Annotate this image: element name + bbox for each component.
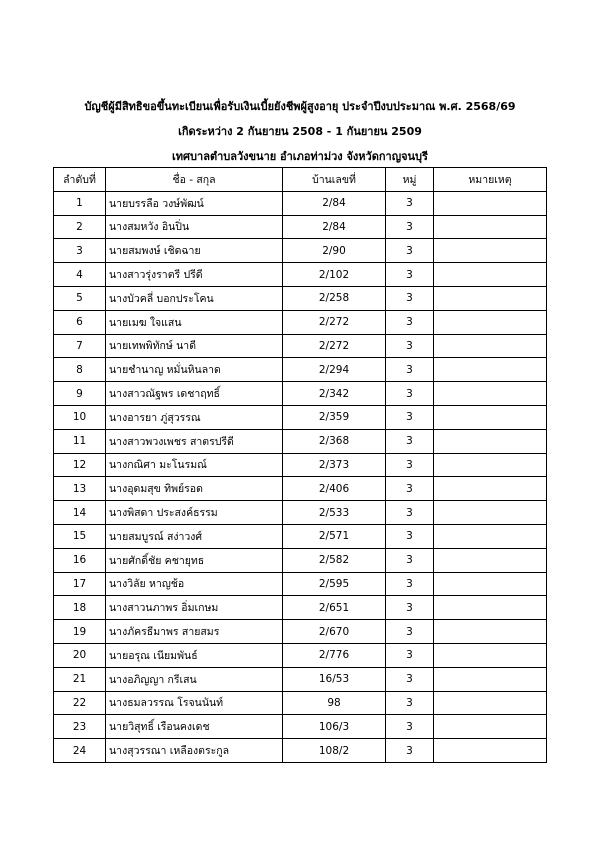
cell-name: นางอภิญญา กรีเสน <box>106 667 283 691</box>
cell-house: 2/670 <box>283 620 386 644</box>
cell-name: นางสมหวัง อินปิ่น <box>106 215 283 239</box>
cell-moo: 3 <box>386 643 434 667</box>
cell-moo: 3 <box>386 286 434 310</box>
cell-remark <box>434 358 547 382</box>
cell-remark <box>434 286 547 310</box>
cell-remark <box>434 310 547 334</box>
table-row <box>54 477 547 501</box>
cell-house: 2/84 <box>283 215 386 239</box>
cell-name: นางอุดมสุข ทิพย์รอด <box>106 477 283 501</box>
cell-house: 2/406 <box>283 477 386 501</box>
header-row <box>54 168 547 192</box>
cell-remark <box>434 620 547 644</box>
cell-house: 2/294 <box>283 358 386 382</box>
table-row <box>54 405 547 429</box>
cell-house: 16/53 <box>283 667 386 691</box>
cell-moo: 3 <box>386 739 434 763</box>
cell-moo: 3 <box>386 382 434 406</box>
cell-house: 2/102 <box>283 263 386 287</box>
cell-remark <box>434 382 547 406</box>
table-row <box>54 548 547 572</box>
cell-name: นางกณิศา มะโนรมณ์ <box>106 453 283 477</box>
cell-moo: 3 <box>386 596 434 620</box>
table-row <box>54 739 547 763</box>
cell-no: 8 <box>54 358 106 382</box>
cell-name: นางสาวณัฐพร เดชาฤทธิ์ <box>106 382 283 406</box>
roster-table <box>53 167 547 763</box>
cell-moo: 3 <box>386 263 434 287</box>
cell-moo: 3 <box>386 667 434 691</box>
cell-remark <box>434 572 547 596</box>
cell-moo: 3 <box>386 334 434 358</box>
cell-no: 16 <box>54 548 106 572</box>
cell-moo: 3 <box>386 691 434 715</box>
cell-name: นางภัครธีมาพร สายสมร <box>106 620 283 644</box>
cell-house: 98 <box>283 691 386 715</box>
cell-name: นางพิสดา ประสงค์ธรรม <box>106 501 283 525</box>
cell-name: นายวิสุทธิ์ เรือนคงเดช <box>106 715 283 739</box>
cell-moo: 3 <box>386 358 434 382</box>
cell-name: นางสาวรุ่งราตรี ปรีดี <box>106 263 283 287</box>
cell-remark <box>434 263 547 287</box>
cell-name: นางธมลวรรณ โรจนนันท์ <box>106 691 283 715</box>
cell-remark <box>434 239 547 263</box>
cell-house: 2/359 <box>283 405 386 429</box>
cell-name: นายสมบูรณ์ สง่าวงศ์ <box>106 524 283 548</box>
table-row <box>54 310 547 334</box>
cell-house: 2/368 <box>283 429 386 453</box>
cell-moo: 3 <box>386 191 434 215</box>
cell-moo: 3 <box>386 405 434 429</box>
table-row <box>54 382 547 406</box>
cell-name: นายศักดิ์ชัย คชายุทธ <box>106 548 283 572</box>
cell-remark <box>434 477 547 501</box>
cell-house: 2/533 <box>283 501 386 525</box>
cell-moo: 3 <box>386 453 434 477</box>
cell-name: นางวิลัย หาญช้อ <box>106 572 283 596</box>
cell-house: 2/651 <box>283 596 386 620</box>
cell-moo: 3 <box>386 239 434 263</box>
cell-remark <box>434 596 547 620</box>
cell-no: 9 <box>54 382 106 406</box>
cell-remark <box>434 667 547 691</box>
table-row <box>54 334 547 358</box>
header-name: ชื่อ - สกุล <box>106 168 283 192</box>
cell-no: 3 <box>54 239 106 263</box>
cell-name: นายอรุณ เนียมพันธ์ <box>106 643 283 667</box>
cell-moo: 3 <box>386 477 434 501</box>
cell-remark <box>434 739 547 763</box>
cell-moo: 3 <box>386 215 434 239</box>
cell-house: 106/3 <box>283 715 386 739</box>
table-row <box>54 596 547 620</box>
cell-name: นางสาวนภาพร อิ่มเกษม <box>106 596 283 620</box>
table-row <box>54 215 547 239</box>
cell-no: 7 <box>54 334 106 358</box>
cell-name: นายชำนาญ หมั่นหินลาด <box>106 358 283 382</box>
cell-no: 23 <box>54 715 106 739</box>
cell-name: นางสุวรรณา เหลืองตระกูล <box>106 739 283 763</box>
cell-house: 2/582 <box>283 548 386 572</box>
table-row <box>54 286 547 310</box>
cell-house: 2/84 <box>283 191 386 215</box>
table-row <box>54 572 547 596</box>
cell-no: 5 <box>54 286 106 310</box>
document-title: บัญชีผู้มีสิทธิขอขึ้นทะเบียนเพื่อรับเงินเบี้ยยังชีพผู้สูงอายุ ประจำปีงบประมาณ พ.ศ. 2568/69 <box>84 100 516 113</box>
cell-name: นายเมฆ ใจแสน <box>106 310 283 334</box>
cell-no: 6 <box>54 310 106 334</box>
cell-house: 108/2 <box>283 739 386 763</box>
cell-no: 22 <box>54 691 106 715</box>
cell-house: 2/571 <box>283 524 386 548</box>
header-no: ลำดับที่ <box>54 168 106 192</box>
cell-remark <box>434 501 547 525</box>
cell-no: 18 <box>54 596 106 620</box>
cell-moo: 3 <box>386 572 434 596</box>
cell-house: 2/373 <box>283 453 386 477</box>
cell-name: นายเทพพิทักษ์ นาดี <box>106 334 283 358</box>
cell-remark <box>434 405 547 429</box>
table-row <box>54 453 547 477</box>
cell-remark <box>434 643 547 667</box>
cell-house: 2/272 <box>283 310 386 334</box>
table-row <box>54 501 547 525</box>
cell-remark <box>434 334 547 358</box>
table-row <box>54 429 547 453</box>
cell-no: 10 <box>54 405 106 429</box>
cell-moo: 3 <box>386 548 434 572</box>
table-row <box>54 691 547 715</box>
table-row <box>54 358 547 382</box>
cell-moo: 3 <box>386 501 434 525</box>
cell-moo: 3 <box>386 429 434 453</box>
cell-moo: 3 <box>386 715 434 739</box>
cell-remark <box>434 215 547 239</box>
cell-remark <box>434 191 547 215</box>
header-house: บ้านเลขที่ <box>283 168 386 192</box>
cell-name: นางสาวพวงเพชร สาตรปรีดี <box>106 429 283 453</box>
cell-no: 17 <box>54 572 106 596</box>
table-row <box>54 191 547 215</box>
table-row <box>54 643 547 667</box>
cell-no: 20 <box>54 643 106 667</box>
table-row <box>54 239 547 263</box>
cell-name: นางอารยา ภู่สุวรรณ <box>106 405 283 429</box>
table-row <box>54 524 547 548</box>
cell-no: 19 <box>54 620 106 644</box>
cell-no: 21 <box>54 667 106 691</box>
cell-name: นางบัวคลี่ บอกประโคน <box>106 286 283 310</box>
roster-body <box>54 191 547 762</box>
cell-no: 12 <box>54 453 106 477</box>
cell-moo: 3 <box>386 620 434 644</box>
table-row <box>54 667 547 691</box>
location-subtitle: เทศบาลตำบลวังขนาย อำเภอท่าม่วง จังหวัดกาญจนบุรี <box>172 150 428 163</box>
cell-remark <box>434 524 547 548</box>
cell-no: 4 <box>54 263 106 287</box>
cell-remark <box>434 548 547 572</box>
cell-no: 15 <box>54 524 106 548</box>
cell-house: 2/272 <box>283 334 386 358</box>
cell-no: 24 <box>54 739 106 763</box>
cell-no: 13 <box>54 477 106 501</box>
cell-remark <box>434 453 547 477</box>
cell-remark <box>434 691 547 715</box>
cell-no: 2 <box>54 215 106 239</box>
cell-house: 2/342 <box>283 382 386 406</box>
cell-house: 2/595 <box>283 572 386 596</box>
cell-house: 2/90 <box>283 239 386 263</box>
table-row <box>54 620 547 644</box>
cell-no: 1 <box>54 191 106 215</box>
cell-no: 14 <box>54 501 106 525</box>
cell-moo: 3 <box>386 524 434 548</box>
cell-remark <box>434 429 547 453</box>
cell-house: 2/258 <box>283 286 386 310</box>
cell-name: นายสมพงษ์ เชิดฉาย <box>106 239 283 263</box>
header-remark: หมายเหตุ <box>434 168 547 192</box>
birth-range-subtitle: เกิดระหว่าง 2 กันยายน 2508 - 1 กันยายน 2509 <box>178 125 422 138</box>
cell-moo: 3 <box>386 310 434 334</box>
cell-name: นายบรรลือ วงษ์พัฒน์ <box>106 191 283 215</box>
cell-remark <box>434 715 547 739</box>
table-row <box>54 263 547 287</box>
table-row <box>54 715 547 739</box>
cell-no: 11 <box>54 429 106 453</box>
cell-house: 2/776 <box>283 643 386 667</box>
header-moo: หมู่ <box>386 168 434 192</box>
